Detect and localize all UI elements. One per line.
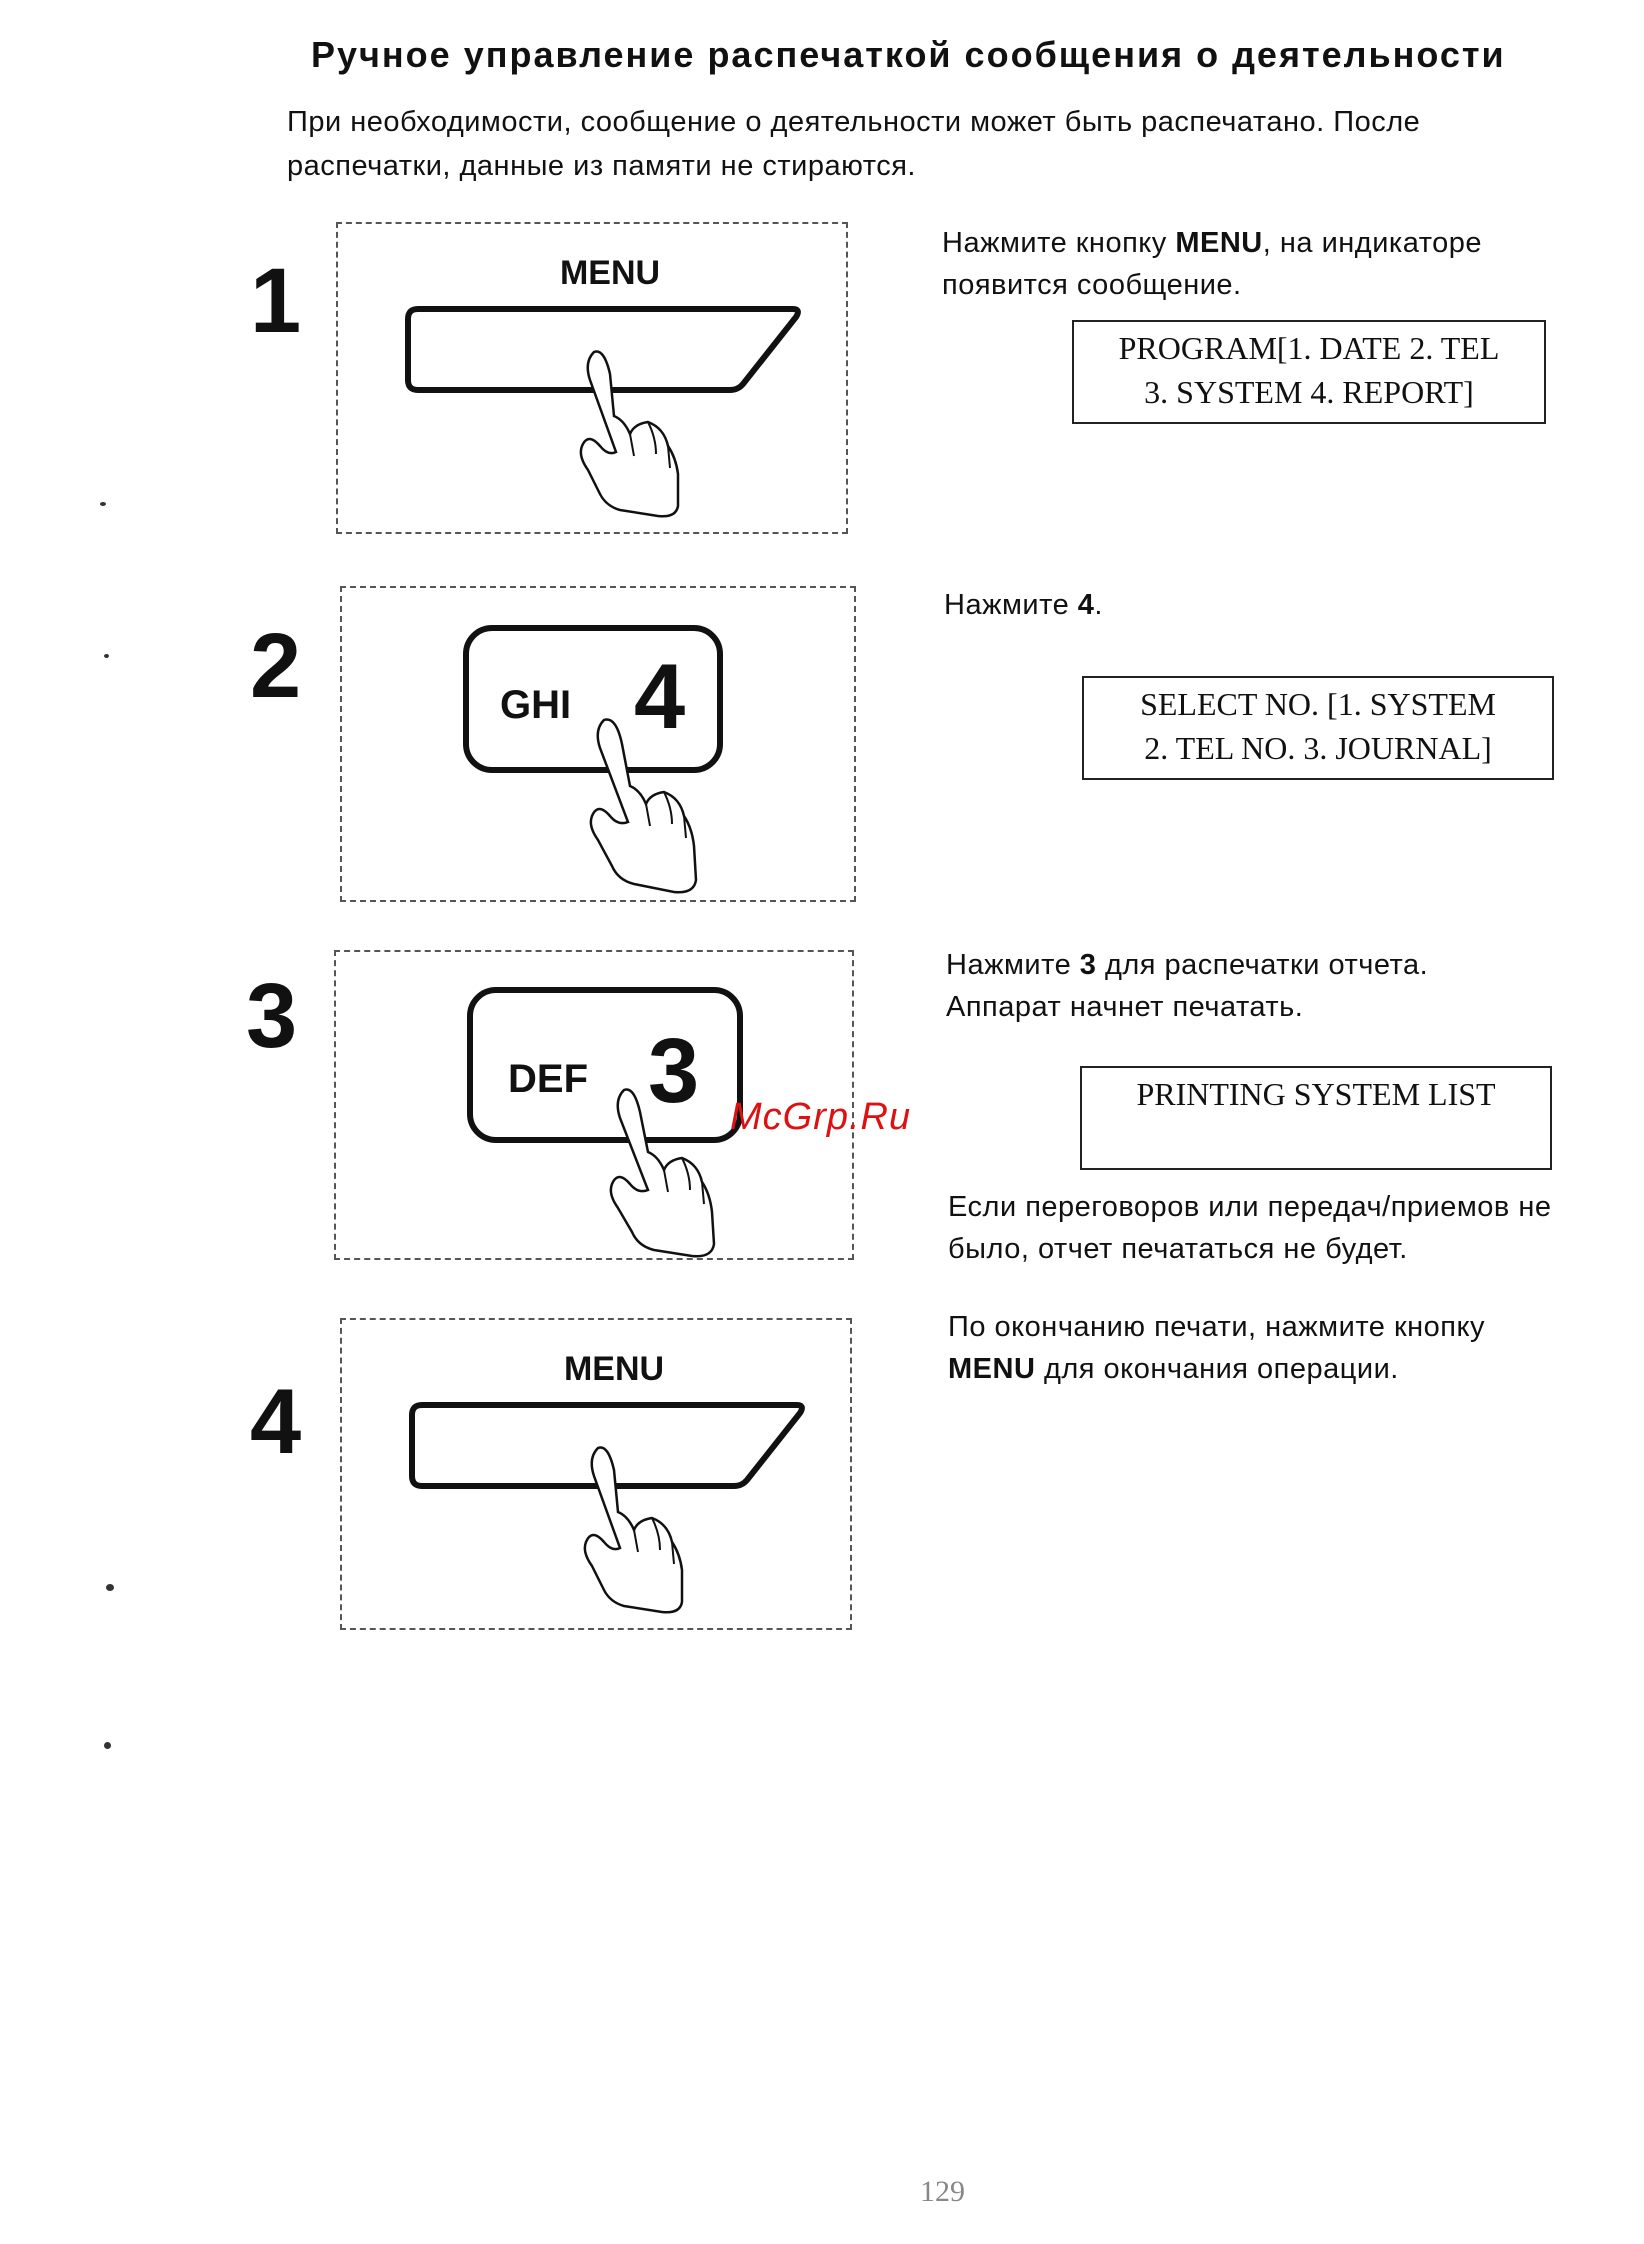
step-4-text-bold: MENU — [948, 1353, 1036, 1385]
step-2-text-bold: 4 — [1077, 589, 1095, 621]
step-2-text-post: . — [1094, 589, 1103, 621]
step-2-display-line-1: SELECT NO. [1. SYSTEM — [1140, 686, 1496, 722]
step-3-key-digit: 3 — [648, 1020, 700, 1122]
step-4-key-label: MENU — [563, 1350, 665, 1388]
step-3-note-line1: Если переговоров или передач/приемов не — [948, 1191, 1552, 1223]
scan-speck — [104, 654, 109, 658]
intro-paragraph — [287, 100, 1617, 188]
step-4-text-post: для окончания операции. — [1035, 1353, 1399, 1385]
step-3-note — [948, 1186, 1552, 1270]
step-3-display — [1080, 1066, 1552, 1170]
step-2-display-line-2: 2. TEL NO. 3. JOURNAL] — [1144, 730, 1492, 766]
step-1-instruction — [942, 222, 1482, 306]
step-1-text-post: , на индикаторе — [1262, 227, 1483, 259]
step-3-instruction — [946, 944, 1428, 1028]
page-number: 129 — [920, 2175, 965, 2208]
step-2-instruction — [944, 584, 1103, 626]
step-1-display-line-1: PROGRAM[1. DATE 2. TEL — [1118, 330, 1500, 366]
menu-key-press-icon — [338, 224, 850, 536]
step-2-key-digit: 4 — [634, 646, 686, 748]
step-2-number: 2 — [250, 615, 302, 717]
step-3-text-bold: 3 — [1079, 949, 1097, 981]
watermark: McGrp.Ru — [730, 1096, 912, 1138]
step-3-note-line2: было, отчет печататься не будет. — [948, 1233, 1408, 1265]
scan-speck — [104, 1742, 111, 1749]
step-1-display — [1072, 320, 1546, 424]
step-1-text-line2: появится сообщение. — [942, 269, 1242, 301]
step-4-illustration — [340, 1318, 852, 1630]
step-3-number: 3 — [246, 965, 298, 1067]
key-4-press-icon — [342, 588, 858, 904]
step-4-number: 4 — [250, 1371, 302, 1473]
step-2-text-pre: Нажмите — [944, 589, 1078, 621]
step-1-number: 1 — [250, 250, 302, 352]
step-1-text-pre: Нажмите кнопку — [942, 227, 1176, 259]
intro-line-1: При необходимости, сообщение о деятельности может быть распечатано. После — [287, 106, 1421, 138]
step-2-display — [1082, 676, 1554, 780]
step-3-display-line-1: PRINTING SYSTEM LIST — [1136, 1076, 1496, 1112]
step-3-text-post: для распечатки отчета. — [1096, 949, 1429, 981]
menu-key-press-icon — [342, 1320, 854, 1632]
step-3-text-line2: Аппарат начнет печатать. — [946, 991, 1304, 1023]
step-3-key-letters: DEF — [508, 1057, 588, 1101]
step-1-display-line-2: 3. SYSTEM 4. REPORT] — [1144, 374, 1474, 410]
step-2-illustration — [340, 586, 856, 902]
intro-line-2: распечатки, данные из памяти не стираются. — [287, 150, 916, 182]
scan-speck — [106, 1584, 114, 1591]
step-1-illustration — [336, 222, 848, 534]
step-1-text-bold: MENU — [1175, 227, 1263, 259]
step-4-text-line1: По окончанию печати, нажмите кнопку — [948, 1311, 1486, 1343]
page-title: Ручное управление распечаткой сообщения о деятельности — [311, 34, 1506, 75]
step-2-key-letters: GHI — [500, 683, 572, 727]
scan-speck — [100, 502, 106, 506]
step-3-text-pre: Нажмите — [946, 949, 1080, 981]
step-1-key-label: MENU — [559, 254, 661, 292]
step-4-instruction — [948, 1306, 1485, 1390]
